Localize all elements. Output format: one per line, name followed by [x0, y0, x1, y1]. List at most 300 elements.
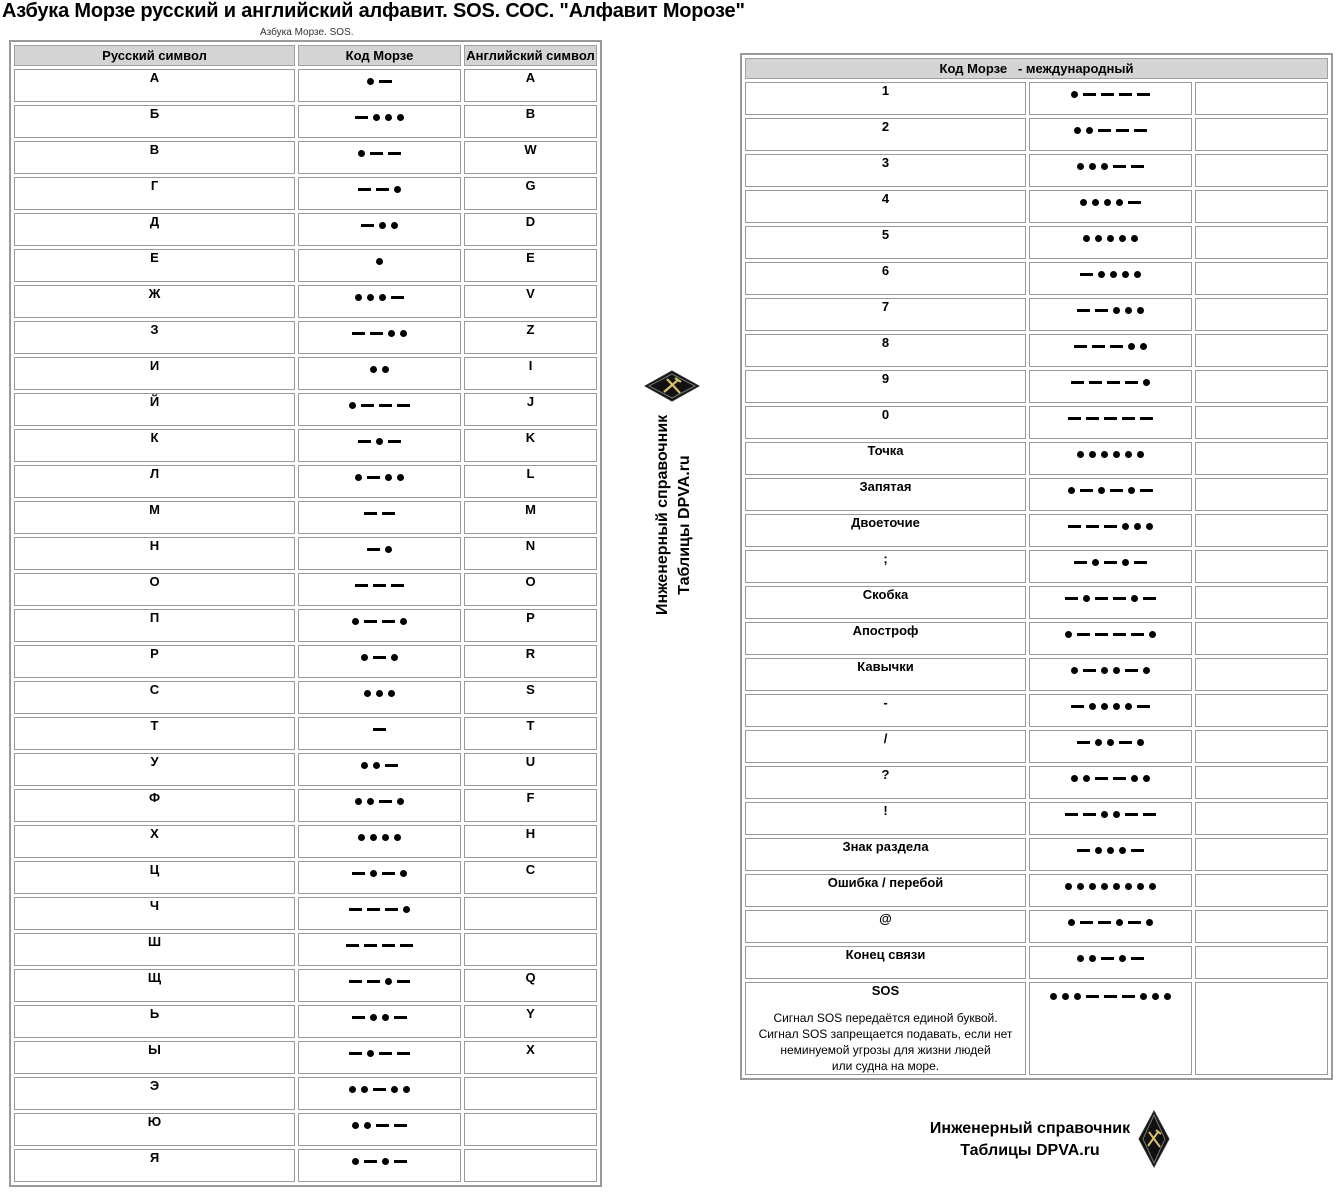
morse-dash — [364, 620, 377, 623]
morse-dash — [1098, 129, 1111, 132]
morse-dot — [1131, 235, 1138, 242]
morse-code — [1074, 339, 1147, 353]
morse-code-cell — [1029, 766, 1192, 799]
morse-dash — [1068, 417, 1081, 420]
russian-symbol: Л — [149, 466, 160, 481]
morse-dash — [352, 1016, 365, 1019]
morse-dot — [400, 870, 407, 877]
russian-symbol-cell — [14, 933, 295, 966]
morse-dash — [1125, 669, 1138, 672]
english-symbol: I — [528, 358, 533, 373]
morse-dot — [1107, 235, 1114, 242]
morse-dot — [1083, 775, 1090, 782]
table-row — [14, 933, 597, 966]
symbol-label: Знак раздела — [842, 839, 929, 854]
morse-dash — [394, 1124, 407, 1127]
morse-dot — [1068, 487, 1075, 494]
morse-code — [1080, 195, 1141, 209]
morse-dot — [1146, 919, 1153, 926]
morse-dot — [1092, 559, 1099, 566]
table-row — [745, 82, 1328, 115]
table-row — [745, 442, 1328, 475]
english-symbol-cell — [464, 573, 597, 606]
english-symbol-cell — [464, 69, 597, 102]
morse-code — [358, 146, 401, 160]
morse-dash — [346, 944, 359, 947]
english-symbol: A — [525, 70, 536, 85]
morse-dot — [367, 294, 374, 301]
english-symbol-cell — [464, 1113, 597, 1146]
sos-note-line: неминуемой угрозы для жизни людей — [780, 1043, 991, 1057]
symbol-cell — [745, 262, 1026, 295]
morse-dot — [1113, 307, 1120, 314]
morse-dot — [1143, 775, 1150, 782]
morse-dot — [1122, 523, 1129, 530]
morse-dash — [397, 404, 410, 407]
morse-dash — [379, 800, 392, 803]
morse-code-cell — [298, 213, 461, 246]
russian-symbol-cell — [14, 1077, 295, 1110]
morse-dot — [1101, 451, 1108, 458]
table-row — [14, 645, 597, 678]
english-symbol-cell — [464, 393, 597, 426]
sos-row — [745, 982, 1328, 1075]
russian-symbol-cell — [14, 789, 295, 822]
empty-cell — [1195, 982, 1328, 1075]
morse-code — [1074, 555, 1147, 569]
page-title: Азбука Морзе русский и английский алфавит. SOS. СОС. "Алфавит Морозе" — [2, 0, 745, 22]
russian-symbol: Т — [150, 718, 159, 733]
english-symbol-cell — [464, 1077, 597, 1110]
morse-dash — [364, 512, 377, 515]
russian-symbol: Б — [149, 106, 160, 121]
morse-dot — [1086, 127, 1093, 134]
morse-dash — [1101, 93, 1114, 96]
morse-dot — [397, 474, 404, 481]
symbol-label: @ — [879, 911, 892, 926]
morse-dash — [1101, 957, 1114, 960]
morse-dot — [1134, 523, 1141, 530]
symbol-label: 7 — [881, 299, 890, 314]
english-symbol-cell — [464, 933, 597, 966]
russian-symbol-cell — [14, 141, 295, 174]
morse-code-cell — [298, 465, 461, 498]
russian-symbol-cell — [14, 1041, 295, 1074]
morse-dot — [1098, 271, 1105, 278]
morse-dash — [1143, 813, 1156, 816]
english-symbol-cell — [464, 789, 597, 822]
morse-code-cell — [1029, 82, 1192, 115]
morse-dot — [385, 546, 392, 553]
morse-code — [1074, 123, 1147, 137]
morse-code-cell — [298, 861, 461, 894]
morse-dash — [1086, 417, 1099, 420]
morse-dash — [1113, 777, 1126, 780]
table-row — [745, 370, 1328, 403]
morse-dot — [397, 114, 404, 121]
morse-dot — [352, 1158, 359, 1165]
morse-dot — [355, 294, 362, 301]
morse-code-cell — [298, 321, 461, 354]
morse-dot — [397, 798, 404, 805]
morse-dot — [349, 402, 356, 409]
morse-dot — [1125, 703, 1132, 710]
morse-dash — [349, 1052, 362, 1055]
morse-dot — [379, 294, 386, 301]
morse-dash — [1074, 561, 1087, 564]
morse-dot — [1131, 595, 1138, 602]
morse-dot — [373, 114, 380, 121]
table-row — [14, 69, 597, 102]
morse-code — [352, 1118, 407, 1132]
morse-code-cell — [298, 141, 461, 174]
morse-code — [1077, 735, 1144, 749]
morse-dot — [403, 1086, 410, 1093]
english-symbol: M — [525, 502, 536, 517]
morse-code — [361, 218, 398, 232]
morse-code — [1077, 951, 1144, 965]
morse-dash — [1134, 129, 1147, 132]
russian-symbol: У — [150, 754, 159, 769]
symbol-label: 8 — [881, 335, 890, 350]
english-symbol-cell — [464, 285, 597, 318]
morse-dash — [394, 1160, 407, 1163]
symbol-cell — [745, 658, 1026, 691]
morse-code-cell — [1029, 370, 1192, 403]
morse-dash — [1065, 813, 1078, 816]
table-row — [14, 753, 597, 786]
morse-code-cell — [1029, 154, 1192, 187]
english-symbol: B — [525, 106, 536, 121]
morse-dash — [1065, 597, 1078, 600]
english-symbol: O — [525, 574, 536, 589]
morse-dot — [367, 78, 374, 85]
russian-symbol: О — [149, 574, 160, 589]
morse-code-cell — [1029, 118, 1192, 151]
morse-code-cell — [298, 573, 461, 606]
morse-dash — [349, 980, 362, 983]
symbol-cell — [745, 226, 1026, 259]
morse-dot — [385, 978, 392, 985]
english-symbol: K — [525, 430, 536, 445]
morse-code-cell — [298, 645, 461, 678]
empty-cell — [1195, 334, 1328, 367]
russian-symbol: Ф — [148, 790, 161, 805]
russian-symbol: Ч — [149, 898, 160, 913]
morse-dash — [1086, 525, 1099, 528]
morse-dash — [397, 1052, 410, 1055]
russian-symbol-cell — [14, 717, 295, 750]
morse-dash — [379, 404, 392, 407]
empty-cell — [1195, 946, 1328, 979]
morse-dot — [391, 222, 398, 229]
morse-dot — [355, 474, 362, 481]
morse-code — [361, 758, 398, 772]
morse-dot — [1095, 847, 1102, 854]
morse-dot — [1128, 343, 1135, 350]
symbol-label: ? — [881, 767, 890, 782]
morse-dot — [1083, 235, 1090, 242]
morse-code — [355, 578, 404, 592]
morse-dot — [1110, 271, 1117, 278]
symbol-label: 6 — [881, 263, 890, 278]
morse-dash — [1131, 849, 1144, 852]
english-symbol-cell — [464, 357, 597, 390]
english-symbol: V — [526, 286, 535, 301]
morse-code-cell — [298, 753, 461, 786]
russian-symbol-cell — [14, 861, 295, 894]
morse-code-cell — [1029, 586, 1192, 619]
morse-dot — [1050, 993, 1057, 1000]
symbol-label: Скобка — [862, 587, 909, 602]
morse-dot — [1116, 199, 1123, 206]
morse-dot — [373, 762, 380, 769]
morse-dash — [1134, 561, 1147, 564]
morse-code-cell — [298, 897, 461, 930]
russian-symbol: Ь — [149, 1006, 160, 1021]
morse-code-cell — [298, 285, 461, 318]
morse-dash — [1071, 705, 1084, 708]
header-morse-code: Код Морзе — [298, 45, 461, 66]
morse-dot — [1089, 163, 1096, 170]
table-row — [14, 429, 597, 462]
symbol-label: 5 — [881, 227, 890, 242]
english-symbol: L — [526, 466, 535, 481]
footer-brand-line1: Инженерный справочник — [929, 1120, 1131, 1137]
morse-dot — [1074, 993, 1081, 1000]
morse-dash — [391, 296, 404, 299]
vertical-brand-line1: Инженерный справочник — [654, 414, 671, 615]
morse-dot — [1089, 451, 1096, 458]
morse-dash — [1113, 597, 1126, 600]
russian-symbol: А — [149, 70, 160, 85]
morse-code-cell — [298, 789, 461, 822]
english-symbol: C — [525, 862, 536, 877]
morse-dot — [1119, 955, 1126, 962]
morse-dash — [1107, 381, 1120, 384]
english-symbol-cell — [464, 537, 597, 570]
morse-dot — [1077, 163, 1084, 170]
english-symbol-cell — [464, 717, 597, 750]
morse-code-cell — [298, 609, 461, 642]
table-row — [745, 910, 1328, 943]
morse-dot — [388, 690, 395, 697]
morse-dot — [364, 1122, 371, 1129]
morse-dash — [1095, 309, 1108, 312]
morse-code — [349, 902, 410, 916]
morse-dash — [1110, 489, 1123, 492]
symbol-cell — [745, 514, 1026, 547]
morse-code-cell — [1029, 514, 1192, 547]
morse-dot — [1077, 451, 1084, 458]
morse-dot — [352, 1122, 359, 1129]
symbol-cell — [745, 370, 1026, 403]
morse-code — [352, 866, 407, 880]
morse-dot — [1137, 739, 1144, 746]
morse-code — [349, 974, 410, 988]
morse-dash — [1083, 93, 1096, 96]
table-row — [14, 897, 597, 930]
morse-dash — [352, 332, 365, 335]
russian-symbol: И — [149, 358, 160, 373]
morse-dash — [367, 980, 380, 983]
table-row — [14, 213, 597, 246]
morse-dot — [382, 1158, 389, 1165]
morse-code-cell — [298, 537, 461, 570]
morse-dash — [361, 224, 374, 227]
table-row — [14, 789, 597, 822]
morse-dash — [1119, 93, 1132, 96]
morse-dot — [1149, 631, 1156, 638]
table-row — [745, 802, 1328, 835]
morse-dash — [1122, 417, 1135, 420]
morse-dash — [382, 512, 395, 515]
table-row — [14, 969, 597, 1002]
english-symbol: X — [526, 1042, 535, 1057]
morse-dot — [1119, 235, 1126, 242]
table-row — [745, 154, 1328, 187]
morse-dash — [355, 584, 368, 587]
morse-code-cell — [298, 717, 461, 750]
russian-symbol: Ц — [149, 862, 160, 877]
symbol-label: Точка — [867, 443, 904, 458]
morse-code — [361, 650, 398, 664]
morse-dash — [352, 872, 365, 875]
morse-dash — [1071, 381, 1084, 384]
morse-dot — [1140, 343, 1147, 350]
morse-code-cell — [298, 501, 461, 534]
morse-code — [355, 470, 404, 484]
morse-dot — [1101, 163, 1108, 170]
empty-cell — [1195, 802, 1328, 835]
symbol-label: 1 — [881, 83, 890, 98]
table-row — [745, 838, 1328, 871]
morse-dot — [1116, 919, 1123, 926]
english-symbol-cell — [464, 465, 597, 498]
morse-code — [1068, 915, 1153, 929]
empty-cell — [1195, 118, 1328, 151]
table-row — [745, 226, 1328, 259]
morse-dot — [1089, 955, 1096, 962]
morse-code — [358, 434, 401, 448]
table-row — [745, 766, 1328, 799]
english-symbol-cell — [464, 645, 597, 678]
morse-dot — [1062, 993, 1069, 1000]
symbol-cell — [745, 946, 1026, 979]
morse-code-cell — [1029, 478, 1192, 511]
morse-dash — [388, 152, 401, 155]
table-row — [745, 478, 1328, 511]
morse-dash — [1143, 597, 1156, 600]
morse-dash — [382, 944, 395, 947]
morse-code-cell — [1029, 730, 1192, 763]
russian-symbol: Е — [150, 250, 159, 265]
morse-dot — [1101, 883, 1108, 890]
symbol-cell — [745, 190, 1026, 223]
symbol-cell — [745, 118, 1026, 151]
english-symbol-cell — [464, 825, 597, 858]
table-row — [745, 190, 1328, 223]
symbol-label: / — [883, 731, 888, 746]
morse-dot — [382, 1014, 389, 1021]
symbol-cell — [745, 802, 1026, 835]
morse-code — [358, 182, 401, 196]
morse-code-cell — [1029, 550, 1192, 583]
morse-dot — [379, 222, 386, 229]
international-morse-table — [740, 53, 1333, 1080]
morse-dash — [1089, 381, 1102, 384]
morse-dot — [370, 1014, 377, 1021]
morse-dot — [1083, 595, 1090, 602]
morse-dash — [1080, 273, 1093, 276]
morse-dash — [370, 332, 383, 335]
russian-symbol-cell — [14, 897, 295, 930]
russian-english-morse-table — [9, 40, 602, 1187]
morse-code-cell — [298, 681, 461, 714]
english-symbol-cell — [464, 897, 597, 930]
russian-symbol-cell — [14, 285, 295, 318]
morse-dot — [1071, 667, 1078, 674]
english-symbol: W — [524, 142, 537, 157]
english-symbol: J — [526, 394, 535, 409]
morse-dot — [1104, 199, 1111, 206]
morse-code — [1065, 591, 1156, 605]
morse-dash — [361, 404, 374, 407]
morse-dash — [1086, 995, 1099, 998]
morse-code — [1050, 989, 1171, 1003]
russian-symbol-cell — [14, 825, 295, 858]
symbol-cell — [745, 694, 1026, 727]
morse-dot — [385, 474, 392, 481]
english-symbol-cell — [464, 681, 597, 714]
morse-dot — [364, 690, 371, 697]
morse-dot — [1137, 307, 1144, 314]
morse-dash — [1137, 705, 1150, 708]
table-row — [14, 105, 597, 138]
russian-symbol-cell — [14, 1113, 295, 1146]
symbol-cell — [745, 478, 1026, 511]
morse-dash — [367, 908, 380, 911]
table-row — [745, 298, 1328, 331]
morse-dash — [379, 80, 392, 83]
russian-symbol-cell — [14, 105, 295, 138]
morse-code — [1077, 303, 1144, 317]
english-symbol-cell — [464, 1005, 597, 1038]
table-row — [745, 658, 1328, 691]
table-row — [745, 334, 1328, 367]
morse-code — [1068, 411, 1153, 425]
morse-dot — [1140, 993, 1147, 1000]
russian-symbol: Й — [149, 394, 160, 409]
morse-dash — [385, 764, 398, 767]
russian-symbol: Я — [149, 1150, 160, 1165]
russian-symbol: П — [149, 610, 160, 625]
morse-dash — [370, 152, 383, 155]
sos-morse-cell — [1029, 982, 1192, 1075]
morse-code-cell — [298, 177, 461, 210]
morse-dot — [391, 1086, 398, 1093]
sos-note — [746, 1010, 1025, 1074]
symbol-label: 0 — [881, 407, 890, 422]
morse-dot — [1122, 271, 1129, 278]
table-row — [14, 681, 597, 714]
morse-code — [358, 830, 401, 844]
morse-code — [349, 1082, 410, 1096]
table-row — [14, 1005, 597, 1038]
morse-dot — [1101, 703, 1108, 710]
morse-dot — [1122, 559, 1129, 566]
morse-dot — [1149, 883, 1156, 890]
